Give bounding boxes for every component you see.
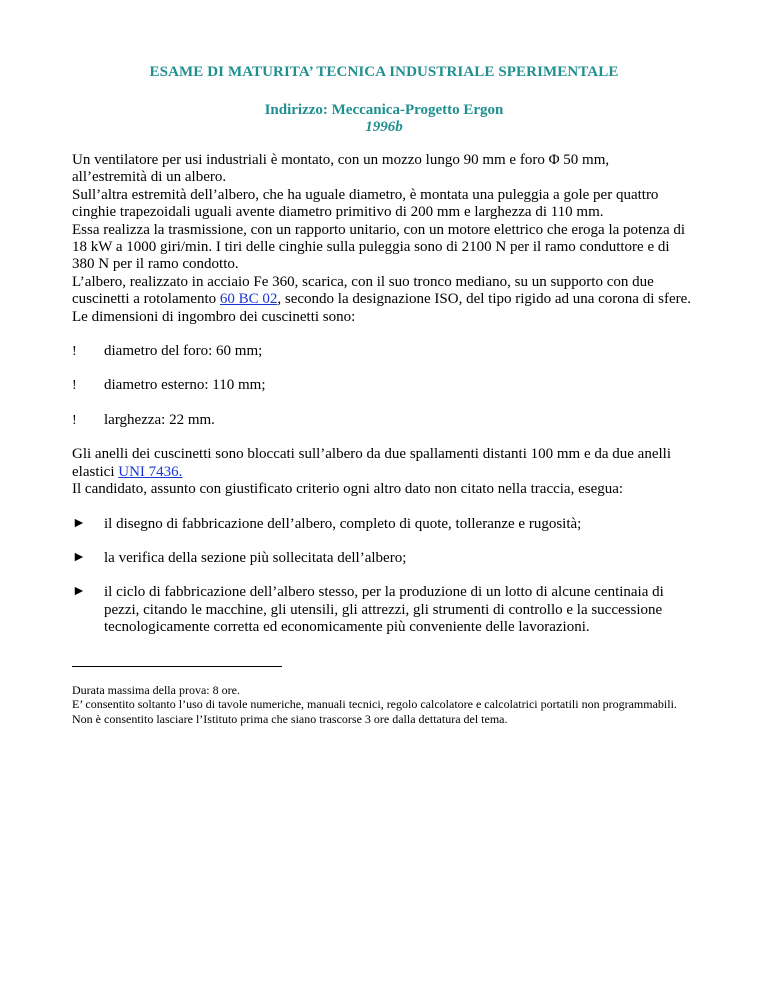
task-drawing: il disegno di fabbricazione dell’albero, completo di quote, tolleranze e rugosità; [104,515,582,532]
intro-shaft-text-a: L’albero, realizzato in acciaio Fe 360, scarica, con il suo tronco mediano, su un supporto con due cuscinetti a rotolamento [72,273,654,308]
triangle-bullet-icon: ► [72,515,86,531]
intro-dimensions: Le dimensioni di ingombro dei cuscinetti sono: [72,308,356,325]
note-leave-rule: Non è consentito lasciare l’Istituto prima che siano trascorse 3 ore dalla dettatura del tema. [72,711,508,726]
exam-notes [72,683,692,726]
dimension-bore: diametro del foro: 60 mm; [104,343,263,360]
list-item [72,550,694,567]
rings-text-a: Gli anelli dei cuscinetti sono bloccati sull’albero da due spallamenti distanti 100 mm e da due anelli elastici [72,446,672,480]
task-verification: la verifica della sezione più sollecitata dell’albero; [104,549,407,566]
list-item [72,584,694,636]
task-manufacturing-cycle: il ciclo di fabbricazione dell’albero stesso, per la produzione di un lotto di alcune centinaia di pezzi, citando le macchine, gli utensili, gli attrezzi, gli strumenti di controllo e la successione tecnologicamente corretta ed economicamente più conveniente delle lavorazioni. [104,584,664,636]
intro-pulley: Sull’altra estremità dell’albero, che ha uguale diametro, è montata una puleggia a gole per quattro cinghie trapezoidali uguali avente diametro primitivo di 200 mm e larghezza di 110 mm. [72,186,659,221]
bearing-code-link[interactable]: 60 BC 02 [219,291,278,308]
exclamation-icon: ! [72,378,77,394]
triangle-bullet-icon: ► [72,549,86,565]
note-duration: Durata massima della prova: 8 ore. [72,683,240,697]
list-item [72,343,694,360]
note-allowed-tools: E’ consentito soltanto l’uso di tavole numeriche, manuali tecnici, regolo calcolatore e calcolatrici portatili non programmabili. [72,697,677,712]
intro-line-1: Un ventilatore per usi industriali è montato, con un mozzo lungo 90 mm e foro Φ 50 mm, [72,152,610,168]
exclamation-icon: ! [72,344,77,360]
triangle-bullet-icon: ► [72,584,86,600]
exam-body [72,152,694,637]
intro-transmission: Essa realizza la trasmissione, con un rapporto unitario, con un motore elettrico che eroga la potenza di 18 kW a 1000 giri/min. I tiri delle cinghie sulla puleggia sono di 2100 N per il ramo conduttore e di 380 N per il ramo condotto. [72,221,686,273]
exam-year: 1996b [365,119,403,135]
uni-standard-link[interactable]: UNI 7436. [118,463,183,480]
dimension-outer: diametro esterno: 110 mm; [104,377,266,394]
list-item [72,412,694,429]
candidate-instruction: Il candidato, assunto con giustificato criterio ogni altro dato non citato nella traccia, esegua: [72,481,624,498]
exam-title: ESAME DI MATURITA’ TECNICA INDUSTRIALE SPERIMENTALE [149,64,619,80]
list-item [72,516,694,533]
intro-line-2: all’estremità di un albero. [72,169,227,186]
exam-indirizzo: Indirizzo: Meccanica-Progetto Ergon [264,102,504,118]
footnote-divider [72,666,282,667]
exclamation-icon: ! [72,412,77,428]
rings-text [72,446,694,481]
dimension-width: larghezza: 22 mm. [104,411,215,428]
intro-shaft [72,274,694,309]
list-item [72,377,694,394]
intro-shaft-text-b: , secondo la designazione ISO, del tipo rigido ad una corona di sfere. [277,291,692,308]
